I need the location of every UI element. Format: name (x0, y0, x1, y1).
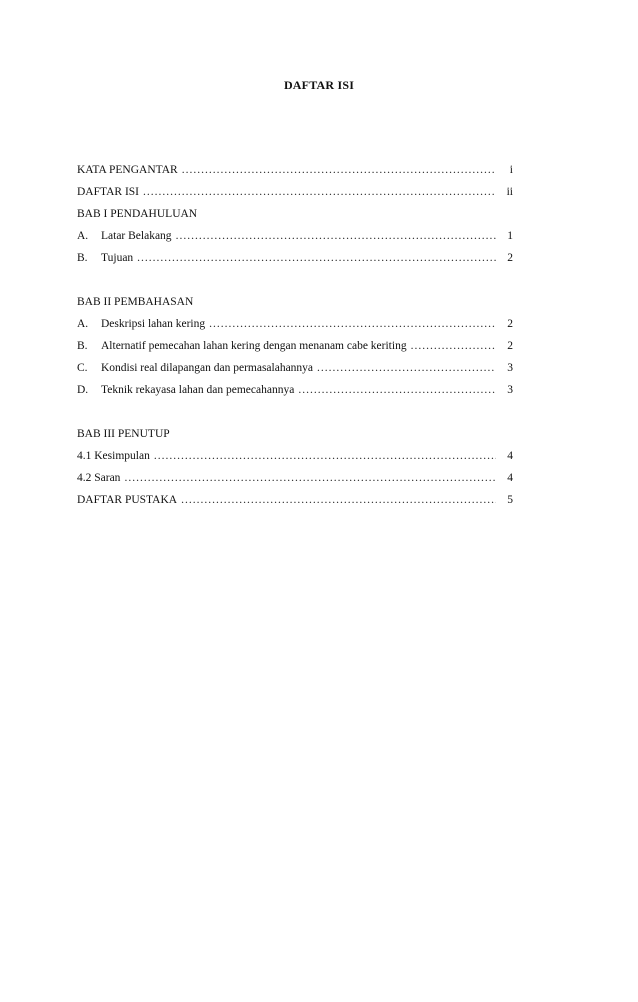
toc-page-number: 1 (507, 230, 513, 242)
toc-page-number: ii (506, 186, 513, 198)
toc-entry-letter: A. (77, 230, 89, 242)
toc-page-number: 5 (507, 494, 513, 506)
toc-page-number: 4 (507, 472, 513, 484)
toc-page-number: 2 (507, 318, 513, 330)
toc-entry-label: DAFTAR ISI (77, 186, 140, 198)
toc-entry-label: Tujuan (101, 252, 134, 264)
toc-entry-letter: D. (77, 384, 89, 396)
dot-leader (298, 384, 496, 396)
toc-entry-kesimpulan (77, 450, 513, 472)
toc-entry-daftar-isi (77, 186, 513, 208)
toc-entry-letter: A. (77, 318, 89, 330)
dot-leader (124, 472, 496, 484)
toc-page-number: 2 (507, 340, 513, 352)
section-heading-bab-2: BAB II PEMBAHASAN (77, 296, 194, 308)
toc-entry-letter: B. (77, 340, 88, 352)
toc-entry-label: Teknik rekayasa lahan dan pemecahannya (101, 384, 295, 396)
toc-entry-alternatif (77, 340, 513, 362)
toc-entry-latar-belakang (77, 230, 513, 252)
toc-entry-label: Latar Belakang (101, 230, 172, 242)
toc-entry-kata-pengantar (77, 164, 513, 186)
toc-entry-teknik (77, 384, 513, 406)
toc-entry-label: 4.1 Kesimpulan (77, 450, 150, 462)
section-heading-bab-1: BAB I PENDAHULUAN (77, 208, 198, 220)
toc-entry-tujuan (77, 252, 513, 274)
toc-entry-letter: B. (77, 252, 88, 264)
dot-leader (181, 494, 496, 506)
dot-leader (137, 252, 496, 264)
toc-page-number: 4 (507, 450, 513, 462)
toc-entry-deskripsi (77, 318, 513, 340)
dot-leader (411, 340, 496, 352)
toc-entry-label: DAFTAR PUSTAKA (77, 494, 178, 506)
toc-entry-letter: C. (77, 362, 88, 374)
toc-entry-kondisi (77, 362, 513, 384)
toc-entry-daftar-pustaka (77, 494, 513, 516)
dot-leader (176, 230, 496, 242)
toc-page-number: 3 (507, 362, 513, 374)
table-of-contents (77, 164, 513, 516)
toc-entry-label: Alternatif pemecahan lahan kering dengan menanam cabe keriting (101, 340, 407, 352)
section-spacer (77, 274, 513, 296)
toc-entry-label: Deskripsi lahan kering (101, 318, 206, 330)
toc-page-number: 2 (507, 252, 513, 264)
dot-leader (317, 362, 496, 374)
toc-entry-label: 4.2 Saran (77, 472, 121, 484)
section-spacer (77, 406, 513, 428)
dot-leader (143, 186, 496, 198)
toc-entry-label: KATA PENGANTAR (77, 164, 178, 176)
toc-page-number: 3 (507, 384, 513, 396)
toc-entry-label: Kondisi real dilapangan dan permasalahannya (101, 362, 314, 374)
dot-leader (182, 164, 496, 176)
page-title: DAFTAR ISI (283, 78, 355, 92)
section-heading-bab-3: BAB III PENUTUP (77, 428, 170, 440)
toc-entry-saran (77, 472, 513, 494)
dot-leader (154, 450, 496, 462)
dot-leader (209, 318, 496, 330)
toc-page-number: i (509, 164, 513, 176)
